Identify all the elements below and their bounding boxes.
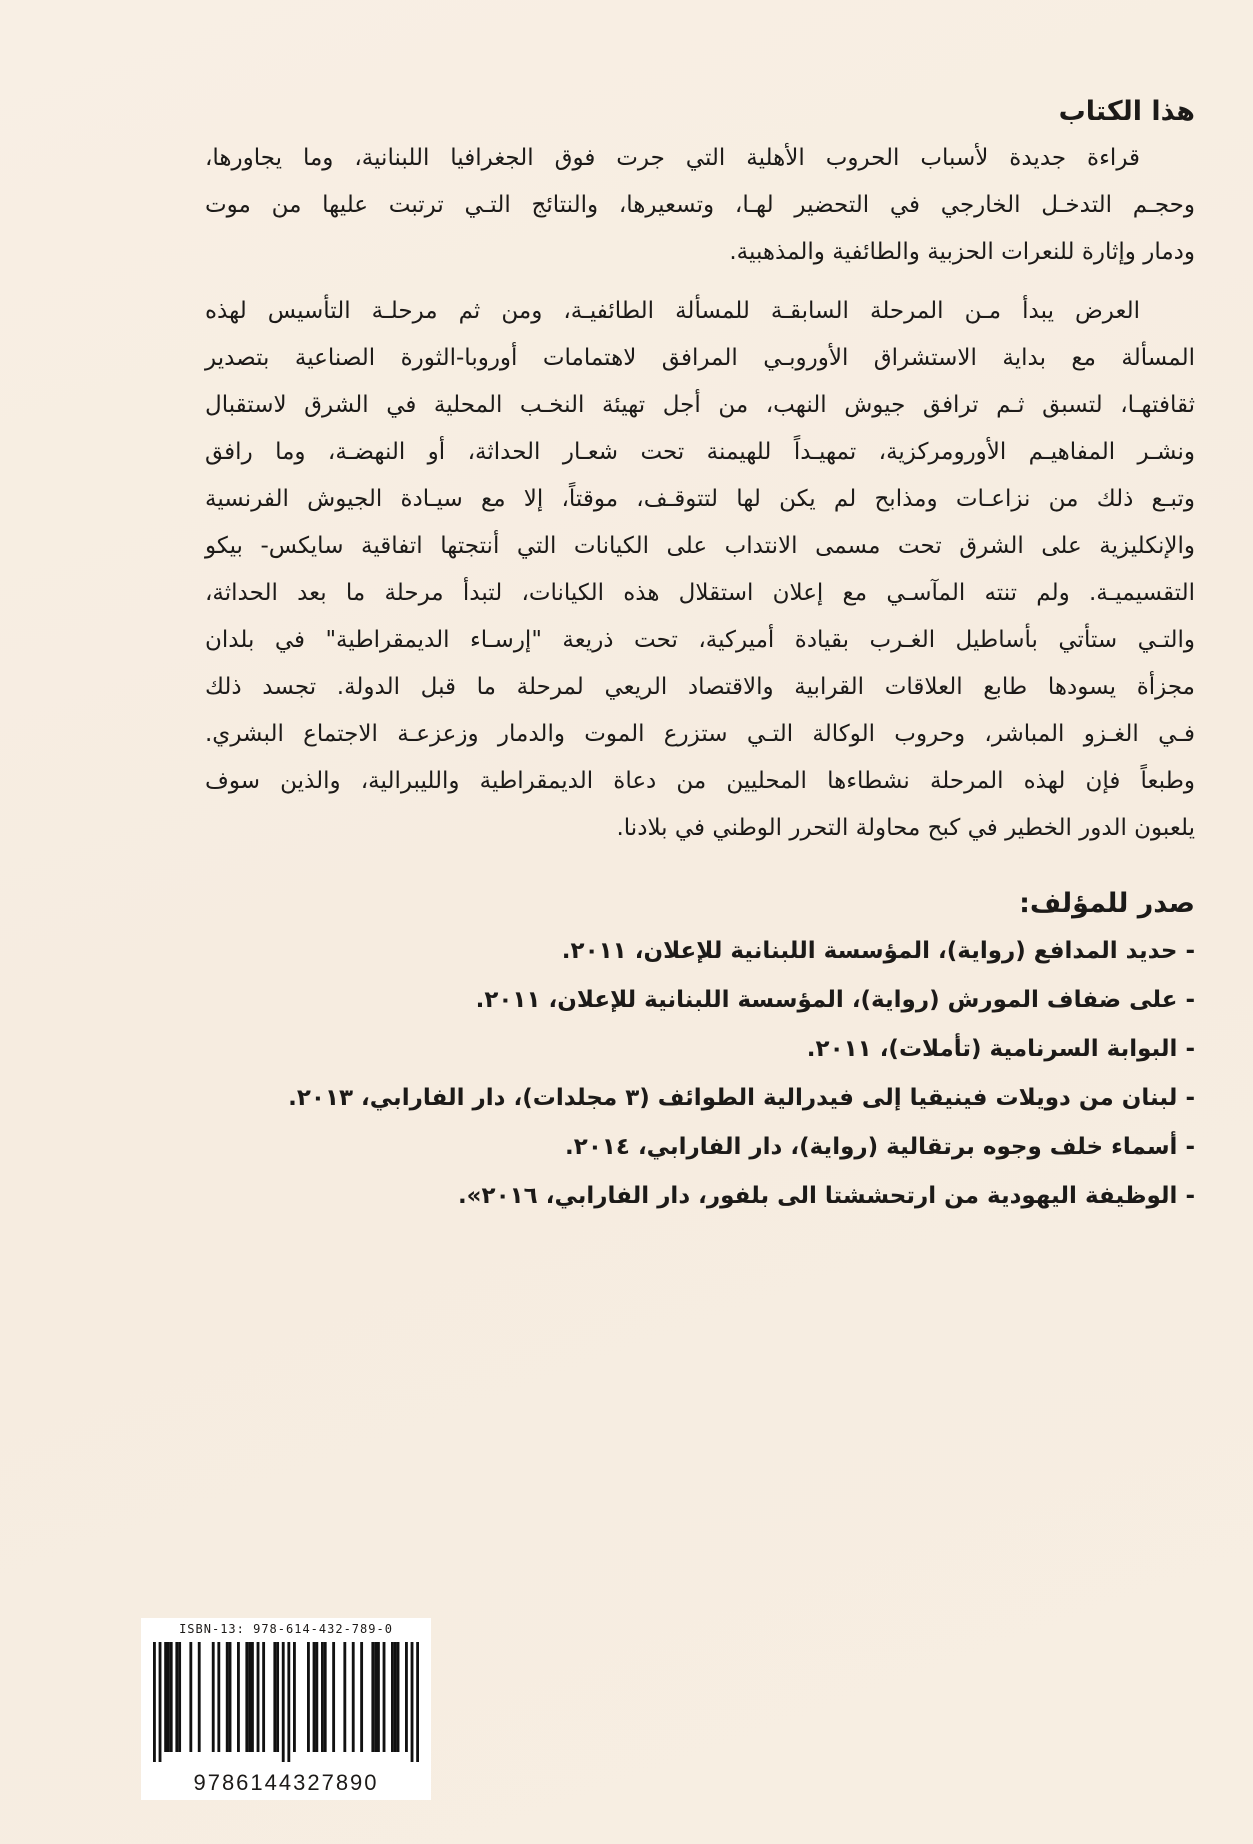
barcode-bar xyxy=(282,1642,285,1762)
author-works-heading: صدر للمؤلف: xyxy=(1019,888,1195,919)
work-item: - لبنان من دويلات فينيقيا إلى فيدرالية الطوائف (٣ مجلدات)، دار الفارابي، ٢٠١٣. xyxy=(288,1085,1195,1111)
barcode-bar xyxy=(257,1642,260,1752)
work-item: - الوظيفة اليهودية من ارتحششتا الى بلفور، دار الفارابي، ٢٠١٦». xyxy=(457,1183,1195,1209)
text-line: ودمار وإثارة للنعرات الحزبية والطائفية والمذهبية. xyxy=(729,239,1195,265)
barcode-bars xyxy=(153,1642,419,1762)
text-line: ثقافتهـا، لتسبق ثـم ترافق جيوش النهب، من أجل تهيئة النخـب المحلية في الشرق لاستقبال xyxy=(205,392,1195,418)
barcode-bar xyxy=(159,1642,162,1762)
barcode-bar xyxy=(167,1642,170,1752)
barcode-bar xyxy=(307,1642,310,1752)
barcode-bar xyxy=(374,1642,377,1752)
barcode-bar xyxy=(321,1642,324,1752)
barcode-bar xyxy=(332,1642,335,1752)
text-line: التقسيميـة. ولم تنته المآسـي مع إعلان استقلال هذه الكيانات، لتبدأ مرحلة ما بعد الحداثة، xyxy=(205,580,1195,606)
isbn-digits: 9786144327890 xyxy=(193,1770,379,1795)
text-line: وحجـم التدخـل الخارجي في التحضير لهـا، وتسعيرها، والنتائج التـي ترتبت عليها من موت xyxy=(205,192,1195,218)
barcode-bar xyxy=(153,1642,156,1762)
barcode-bar xyxy=(397,1642,400,1752)
text-line: وتبـع ذلك من نزاعـات ومذابح لم يكن لها لتتوقـف، موقتاً، إلا مع سيـادة الجيوش الفرنسية xyxy=(205,486,1195,512)
about-section xyxy=(205,88,1195,852)
barcode-bar xyxy=(198,1642,201,1752)
barcode-bar xyxy=(405,1642,408,1752)
barcode-bar xyxy=(324,1642,327,1752)
barcode-bar xyxy=(276,1642,279,1752)
barcode-bar xyxy=(212,1642,215,1752)
text-line: مجزأة يسودها طابع العلاقات القرابية والاقتصاد الريعي لمرحلة ما قبل الدولة. تجسد ذلك xyxy=(205,674,1195,700)
text-line: العرض يبدأ مـن المرحلة السابقـة للمسألة الطائفيـة، ومن ثم مرحلـة التأسيس لهذه xyxy=(205,298,1140,324)
barcode-bar xyxy=(360,1642,363,1752)
barcode-bar xyxy=(248,1642,251,1752)
work-item: - البوابة السرنامية (تأملات)، ٢٠١١. xyxy=(806,1036,1195,1062)
barcode-bar xyxy=(293,1642,296,1752)
barcode-bar xyxy=(371,1642,374,1752)
text-line: وطبعاً فإن لهذه المرحلة نشطاءها المحليين من دعاة الديمقراطية والليبرالية، والذين سوف xyxy=(205,768,1195,794)
work-item: - أسماء خلف وجوه برتقالية (رواية)، دار الفارابي، ٢٠١٤. xyxy=(565,1134,1195,1160)
barcode-bar xyxy=(391,1642,394,1752)
paragraph-1 xyxy=(205,135,1195,276)
barcode-bar xyxy=(273,1642,276,1752)
text-line: يلعبون الدور الخطير في كبح محاولة التحرر الوطني في بلادنا. xyxy=(616,815,1195,841)
barcode-bar xyxy=(416,1642,419,1762)
isbn-label: ISBN-13: 978-614-432-789-0 xyxy=(179,1622,393,1636)
barcode-bar xyxy=(315,1642,318,1752)
barcode-bar xyxy=(245,1642,248,1752)
author-works-list xyxy=(205,927,1195,1221)
barcode-bar xyxy=(178,1642,181,1752)
barcode-bar xyxy=(352,1642,355,1752)
barcode-bar xyxy=(313,1642,316,1752)
barcode-bar xyxy=(175,1642,178,1752)
barcode-bar xyxy=(411,1642,414,1762)
barcode-bar xyxy=(383,1642,386,1752)
work-item: - على ضفاف المورش (رواية)، المؤسسة اللبنانية للإعلان، ٢٠١١. xyxy=(475,987,1195,1013)
text-line: فـي الغـزو المباشر، وحروب الوكالة التـي ستزرع الموت والدمار وزعزعـة الاجتماع البشري. xyxy=(205,721,1195,747)
paragraph-2 xyxy=(205,288,1195,852)
barcode-bar xyxy=(229,1642,232,1752)
barcode-bar xyxy=(226,1642,229,1752)
barcode-bar xyxy=(164,1642,167,1752)
barcode-bar xyxy=(251,1642,254,1752)
barcode-bar xyxy=(170,1642,173,1752)
text-line: ونشـر المفاهيـم الأورومركزية، تمهيـداً للهيمنة تحت شعـار الحداثة، أو النهضـة، وما رافق xyxy=(205,439,1195,465)
barcode-bar xyxy=(237,1642,240,1752)
text-line: المسألة مع بداية الاستشراق الأوروبـي المرافق لاهتمامات أوروبا-الثورة الصناعية بتصدير xyxy=(205,345,1195,371)
isbn-barcode xyxy=(141,1618,431,1800)
barcode-bar xyxy=(377,1642,380,1752)
barcode-bar xyxy=(217,1642,220,1752)
barcode-bar xyxy=(343,1642,346,1752)
text-line: والإنكليزية على الشرق تحت مسمى الانتداب على الكيانات التي أنتجتها اتفاقية سايكس- بيكو xyxy=(205,533,1195,559)
barcode-bar xyxy=(262,1642,265,1752)
text-line: قراءة جديدة لأسباب الحروب الأهلية التي جرت فوق الجغرافيا اللبنانية، وما يجاورها، xyxy=(205,145,1140,171)
about-heading: هذا الكتاب xyxy=(1058,96,1195,127)
author-works-section xyxy=(205,880,1195,1221)
barcode-bar xyxy=(394,1642,397,1752)
barcode-bar xyxy=(189,1642,192,1752)
text-line: والتـي ستأتي بأساطيل الغـرب بقيادة أميركية، تحت ذريعة "إرسـاء الديمقراطية" في بلدان xyxy=(205,627,1195,653)
barcode-bar xyxy=(287,1642,290,1762)
work-item: - حديد المدافع (رواية)، المؤسسة اللبنانية للإعلان، ٢٠١١. xyxy=(561,938,1195,964)
